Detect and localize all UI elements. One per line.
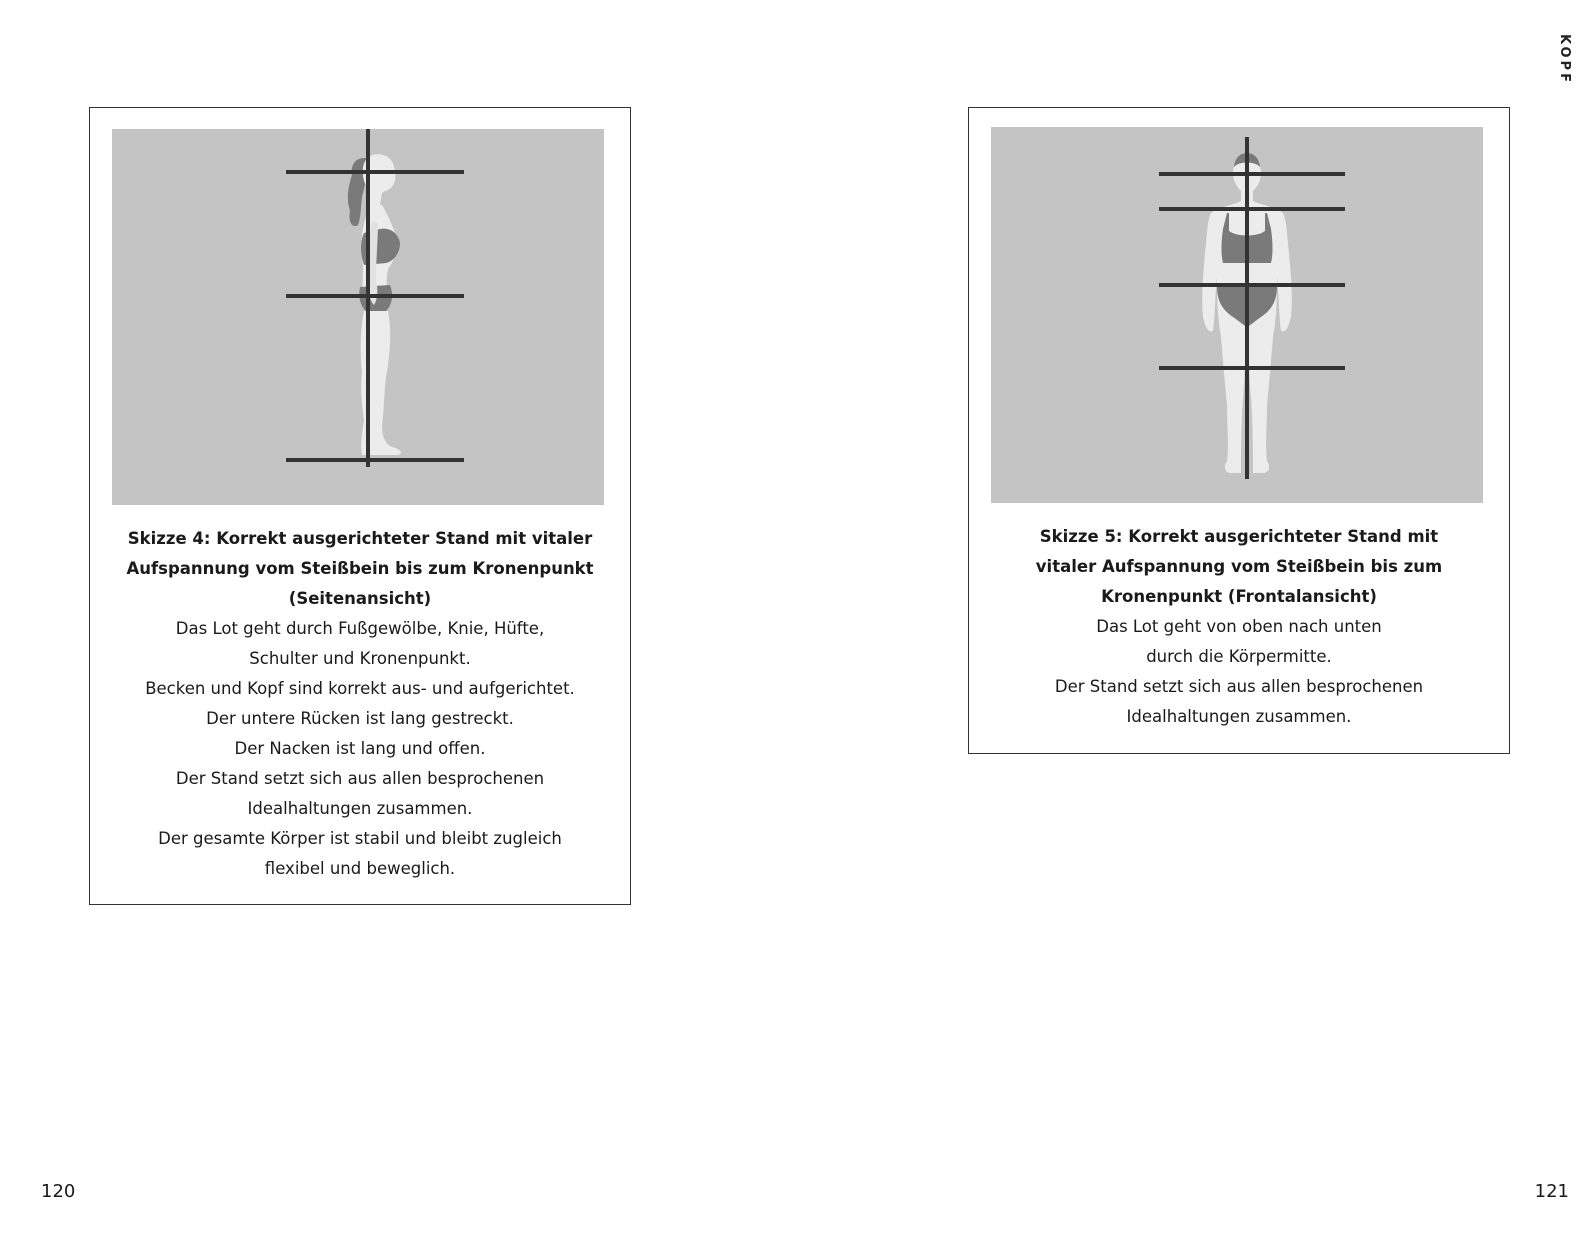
figure-box-sketch-4 (89, 107, 631, 905)
side-view-posture-illustration (112, 129, 604, 505)
section-label: KOPF (1557, 34, 1572, 85)
caption-body-line: durch die Körpermitte. (1146, 647, 1332, 666)
caption-body-line: Das Lot geht von oben nach unten (1096, 617, 1382, 636)
caption-title-line: vitaler Aufspannung vom Steißbein bis zum (1035, 557, 1443, 576)
caption-title-line: Kronenpunkt (Frontalansicht) (1101, 587, 1377, 606)
right-page (797, 0, 1594, 1240)
front-view-posture-illustration (991, 127, 1483, 503)
caption-body-line: Idealhaltungen zusammen. (1126, 707, 1352, 726)
caption-body-line: Der gesamte Körper ist stabil und bleibt zugleich (158, 829, 562, 848)
caption-title-line: (Seitenansicht) (288, 589, 432, 608)
caption-body-line: flexibel und beweglich. (264, 859, 456, 878)
caption-title-line: Aufspannung vom Steißbein bis zum Kronenpunkt (126, 559, 594, 578)
caption-body-line: Das Lot geht durch Fußgewölbe, Knie, Hüfte, (175, 619, 545, 638)
caption-body-line: Becken und Kopf sind korrekt aus- und aufgerichtet. (145, 679, 575, 698)
figure-caption-5 (989, 522, 1489, 732)
caption-body-line: Schulter und Kronenpunkt. (249, 649, 471, 668)
caption-body-line: Der untere Rücken ist lang gestreckt. (206, 709, 514, 728)
figure-box-sketch-5 (968, 107, 1510, 754)
caption-title-line: Skizze 4: Korrekt ausgerichteter Stand mit vitaler (127, 529, 593, 548)
caption-body-line: Der Nacken ist lang und offen. (234, 739, 486, 758)
caption-body-line: Idealhaltungen zusammen. (247, 799, 473, 818)
caption-title-line: Skizze 5: Korrekt ausgerichteter Stand mit (1039, 527, 1439, 546)
figure-caption-4 (110, 524, 610, 884)
page-number-right: 121 (1534, 1181, 1569, 1202)
page-number-left: 120 (41, 1181, 76, 1202)
caption-body-line: Der Stand setzt sich aus allen besprochenen (175, 769, 545, 788)
side-view-figure (112, 129, 604, 505)
caption-body-line: Der Stand setzt sich aus allen besprochenen (1054, 677, 1424, 696)
front-view-figure (991, 127, 1483, 503)
